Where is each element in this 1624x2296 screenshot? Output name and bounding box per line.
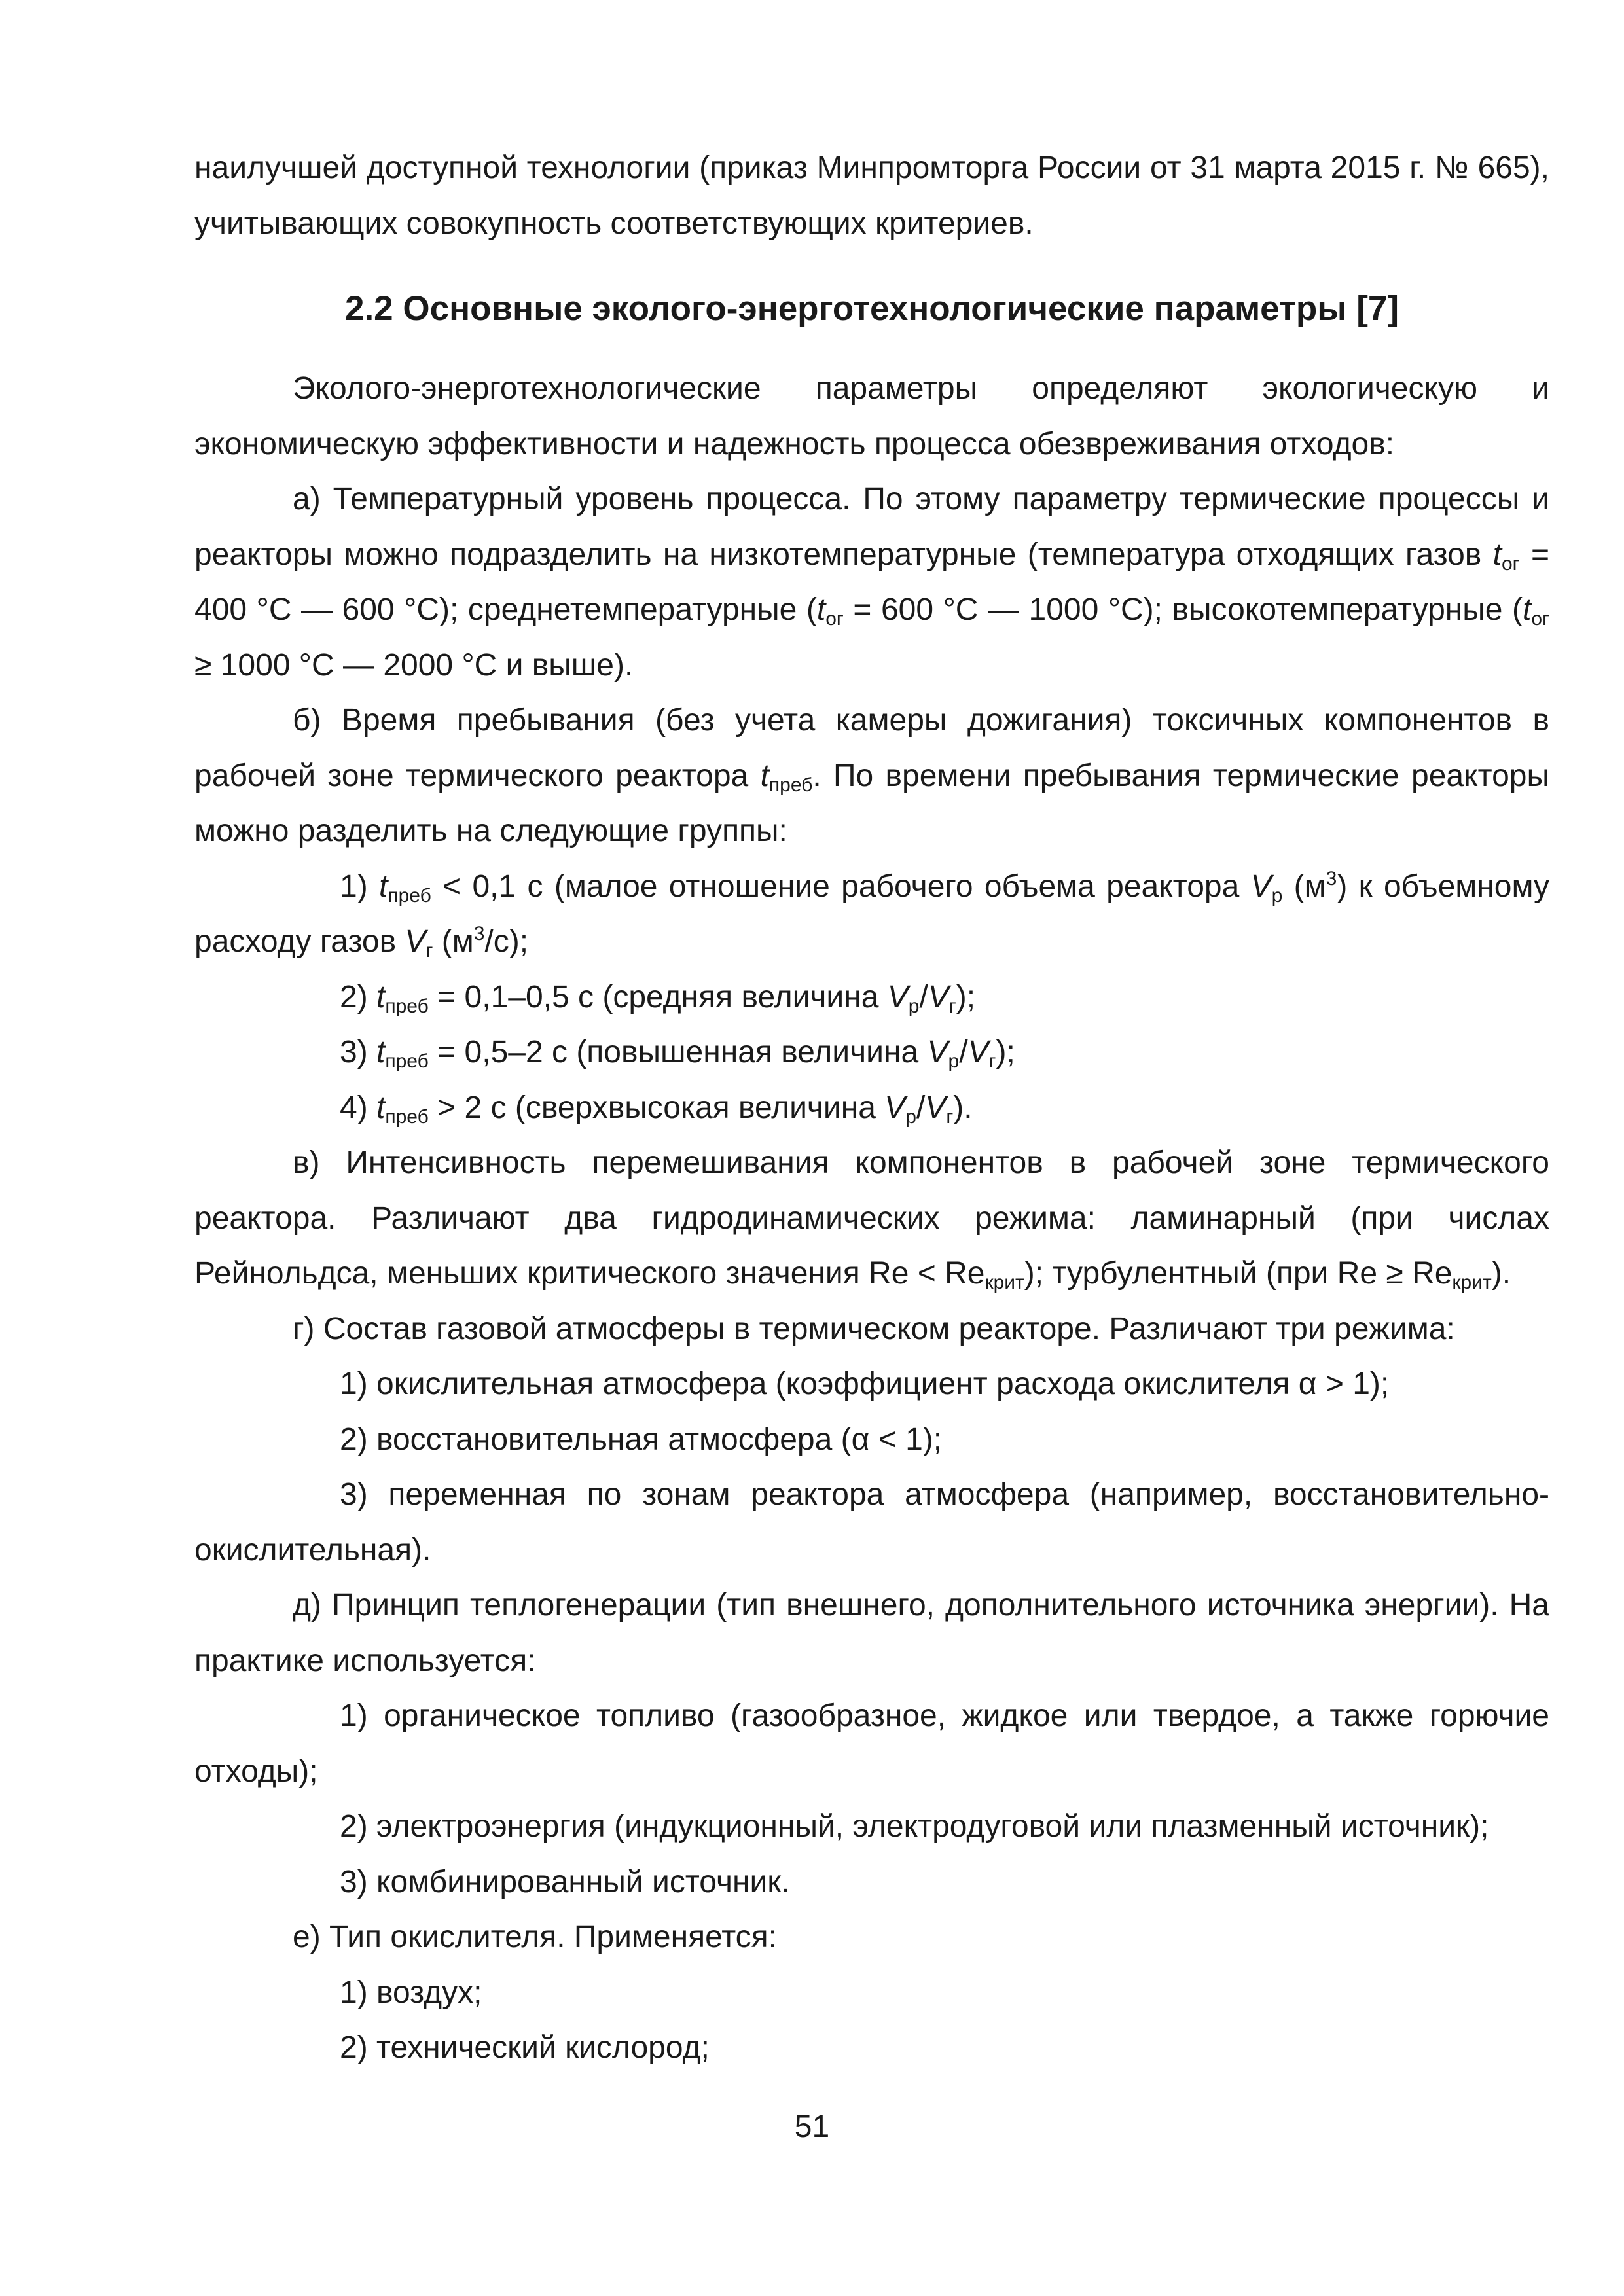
list-item-b3: [194, 1025, 1549, 1081]
variable: V: [925, 1090, 947, 1125]
variable: t: [1492, 537, 1502, 572]
text: /: [919, 979, 928, 1014]
text: в) Интенсивность перемешивания компонентов в рабочей зоне термического реактора. Различают два гидродинамических режима: ламинарный (при числах Рейнольдса, меньших критического значения Re < Re: [194, 1145, 1549, 1291]
list-item-g3: 3) переменная по зонам реактора атмосфера (например, восстановительно-окислительная).: [194, 1477, 1549, 1568]
list-item-d3: 3) комбинированный источник.: [340, 1864, 790, 1899]
paragraph-a: [194, 472, 1549, 693]
list-item-b2: [194, 970, 1549, 1026]
variable: V: [928, 979, 949, 1014]
subscript: крит: [1452, 1272, 1492, 1293]
subscript: р: [948, 1050, 960, 1072]
subscript: г: [425, 940, 433, 961]
subscript: ог: [1501, 552, 1520, 575]
text: );: [996, 1035, 1015, 1069]
variable: t: [760, 758, 769, 793]
document-page: [194, 141, 1549, 2076]
text: = 400 °С — 600 °С); среднетемпературные (: [194, 537, 1549, 627]
text: > 2 с (сверхвысокая величина: [428, 1090, 885, 1125]
subscript: крит: [984, 1272, 1024, 1293]
list-item-e2: 2) технический кислород;: [340, 2030, 710, 2065]
section-heading: 2.2 Основные эколого-энерготехнологические параметры [7]: [344, 289, 1399, 328]
list-item-d1: 1) органическое топливо (газообразное, жидкое или твердое, а также горючие отходы);: [194, 1698, 1549, 1789]
subscript: преб: [385, 995, 429, 1017]
subscript: р: [908, 995, 920, 1017]
list-item-e1: 1) воздух;: [340, 1975, 482, 2010]
variable: t: [376, 1090, 386, 1125]
text: = 600 °С — 1000 °С); высокотемпературные (: [843, 592, 1523, 627]
text: = 0,1–0,5 с (средняя величина: [428, 979, 888, 1014]
text: 2): [340, 979, 377, 1014]
subscript: ог: [1531, 608, 1549, 630]
text: ); турбулентный (при Re ≥ Re: [1024, 1256, 1453, 1291]
subscript: преб: [385, 1105, 429, 1128]
variable: V: [405, 924, 426, 959]
text: ) к объемному расходу газов: [194, 869, 1549, 959]
text: 1): [340, 869, 379, 904]
subscript: преб: [385, 1050, 429, 1072]
lead-paragraph: Эколого-энерготехнологические параметры определяют экологическую и экономическую эффективности и надежность процесса обезвреживания отходов:: [194, 371, 1549, 461]
text: /: [916, 1090, 926, 1125]
text: ).: [953, 1090, 973, 1125]
superscript: 3: [473, 923, 485, 944]
list-item-g2: 2) восстановительная атмосфера (α < 1);: [340, 1422, 943, 1457]
text: );: [956, 979, 976, 1014]
variable: V: [884, 1090, 906, 1125]
subscript: ог: [825, 608, 844, 630]
subscript: р: [905, 1105, 916, 1128]
list-item-d2: 2) электроэнергия (индукционный, электродуговой или плазменный источник);: [340, 1809, 1489, 1844]
text: 4): [340, 1090, 377, 1125]
list-item-g1: 1) окислительная атмосфера (коэффициент расхода окислителя α > 1);: [340, 1367, 1390, 1401]
variable: V: [1250, 869, 1272, 904]
list-item-b1: [194, 859, 1549, 970]
superscript: 3: [1326, 867, 1337, 889]
subscript: р: [1271, 884, 1283, 906]
variable: t: [379, 869, 388, 904]
paragraph-b: [194, 693, 1549, 859]
paragraph-e: е) Тип окислителя. Применяется:: [293, 1920, 777, 1954]
text: /: [959, 1035, 968, 1069]
text: . По времени пребывания термические реакторы можно разделить на следующие группы:: [194, 758, 1550, 848]
text: ).: [1491, 1256, 1511, 1291]
subscript: г: [988, 1050, 996, 1072]
page-number: 51: [794, 2109, 830, 2144]
text: < 0,1 с (малое отношение рабочего объема реактора: [431, 869, 1251, 904]
variable: t: [816, 592, 826, 627]
subscript: преб: [768, 774, 813, 796]
subscript: г: [946, 1105, 954, 1128]
intro-paragraph: наилучшей доступной технологии (приказ Минпромторга России от 31 марта 2015 г. № 665), учитывающих совокупность соответствующих критериев.: [194, 151, 1549, 241]
variable: t: [1523, 592, 1532, 627]
text: (м: [1282, 869, 1326, 904]
variable: t: [376, 979, 386, 1014]
text: а) Температурный уровень процесса. По этому параметру термические процессы и реакторы можно подразделить на низкотемпературные (температура отходящих газов: [194, 482, 1549, 572]
paragraph-v: [194, 1136, 1549, 1302]
text: /с);: [484, 924, 529, 959]
paragraph-d: д) Принцип теплогенерации (тип внешнего, дополнительного источника энергии). На практике используется:: [194, 1588, 1549, 1678]
text: = 0,5–2 с (повышенная величина: [428, 1035, 928, 1069]
text: ≥ 1000 °С — 2000 °С и выше).: [194, 647, 634, 683]
variable: t: [376, 1035, 386, 1069]
variable: V: [967, 1035, 989, 1069]
subscript: г: [948, 995, 956, 1017]
variable: V: [887, 979, 909, 1014]
list-item-b4: [194, 1081, 1549, 1136]
subscript: преб: [388, 884, 431, 906]
paragraph-g: г) Состав газовой атмосферы в термическом реакторе. Различают три режима:: [293, 1311, 1455, 1346]
text: (м: [433, 924, 474, 959]
variable: V: [927, 1035, 948, 1069]
text: б) Время пребывания (без учета камеры дожигания) токсичных компонентов в рабочей зоне термического реактора: [194, 703, 1549, 793]
text: 3): [340, 1035, 377, 1069]
